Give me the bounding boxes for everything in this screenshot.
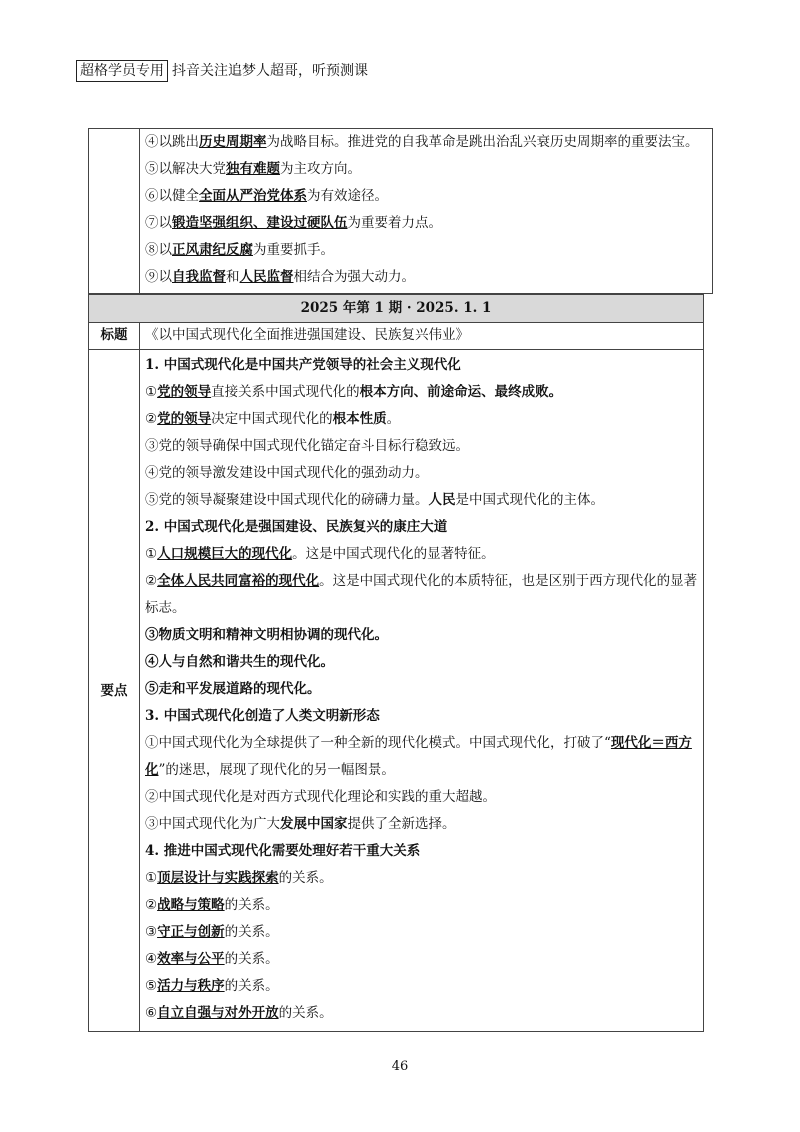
text-span: 的关系。 (224, 897, 279, 913)
page-number: 46 (391, 1059, 409, 1074)
points-line (145, 919, 697, 946)
title-row (89, 322, 703, 350)
text-span: 化 (145, 762, 159, 778)
continuation-line (145, 264, 708, 291)
text-span: ② (145, 897, 158, 913)
text-span: 人民监督 (239, 269, 294, 285)
text-span: 提供了全新选择。 (347, 816, 456, 832)
text-span: ②中国式现代化是对西方式现代化理论和实践的重大超越。 (145, 789, 496, 805)
points-line (145, 703, 697, 730)
text-span: 为战略目标。推进党的自我革命是跳出治乱兴衰历史周期率的重要法宝。 (266, 134, 699, 150)
text-span: 战略与策略 (157, 897, 225, 913)
points-line (145, 1000, 697, 1027)
text-span: 守正与创新 (157, 924, 225, 940)
points-label: 要点 (100, 683, 128, 699)
text-span: ② (145, 573, 158, 589)
points-line (145, 757, 697, 784)
text-span: 的关系。 (278, 1005, 333, 1021)
text-span: ③中国式现代化为广大 (145, 816, 280, 832)
points-line (145, 892, 697, 919)
points-rows (145, 352, 697, 1027)
text-span: 顶层设计与实践探索 (157, 870, 279, 886)
text-span: 发展中国家 (280, 816, 348, 832)
text-span: ③党的领导确保中国式现代化锚定奋斗目标行稳致远。 (145, 438, 469, 454)
page-header (76, 60, 368, 82)
text-span: 根本方向、前途命运、最终成败。 (359, 384, 563, 400)
points-line (145, 649, 697, 676)
continuation-line (145, 129, 708, 156)
points-line (145, 595, 697, 622)
text-span: 。 (386, 411, 401, 427)
text-span: ② (145, 411, 158, 427)
continuation-line (145, 183, 708, 210)
article-title: 《以中国式现代化全面推进强国建设、民族复兴伟业》 (145, 327, 469, 343)
text-span: 。这是中国式现代化的本质特征，也是区别于西方现代化的显著 (319, 573, 698, 589)
text-span: 全体人民共同富裕的现代化 (157, 573, 320, 589)
text-span: 为有效途径。 (307, 188, 388, 204)
text-span: ④人与自然和谐共生的现代化。 (145, 654, 334, 670)
text-span: ③物质文明和精神文明相协调的现代化。 (145, 627, 388, 643)
points-line (145, 460, 697, 487)
points-line (145, 433, 697, 460)
points-line (145, 514, 697, 541)
title-label: 标题 (100, 327, 128, 343)
points-line (145, 730, 697, 757)
text-span: ”的迷思，展现了现代化的另一幅图景。 (158, 762, 395, 778)
text-span: ④以跳出 (145, 134, 199, 150)
text-span: ⑤以解决大党 (145, 161, 226, 177)
text-span: 人口规模巨大的现代化 (157, 546, 293, 562)
continuation-label-cell (89, 129, 140, 293)
text-span: 为重要着力点。 (347, 215, 442, 231)
text-span: 3. 中国式现代化创造了人类文明新形态 (145, 708, 380, 724)
text-span: 直接关系中国式现代化的 (211, 384, 360, 400)
text-span: 和 (226, 269, 240, 285)
points-line (145, 946, 697, 973)
text-span: 。这是中国式现代化的显著特征。 (292, 546, 495, 562)
header-badge: 超格学员专用 (76, 60, 168, 82)
points-line (145, 541, 697, 568)
text-span: 4. 推进中国式现代化需要处理好若干重大关系 (145, 843, 421, 859)
text-span: 党的领导 (157, 384, 212, 400)
text-span: 正风肃纪反腐 (172, 242, 253, 258)
column-divider (139, 322, 140, 1031)
text-span: 是中国式现代化的主体。 (455, 492, 604, 508)
text-span: ①中国式现代化为全球提供了一种全新的现代化模式。中国式现代化，打破了“ (145, 735, 611, 751)
text-span: 根本性质 (332, 411, 387, 427)
header-note: 抖音关注追梦人超哥，听预测课 (172, 63, 368, 79)
points-line (145, 676, 697, 703)
text-span: 独有难题 (226, 161, 280, 177)
text-span: ⑤党的领导凝聚建设中国式现代化的磅礴力量。 (145, 492, 429, 508)
points-line (145, 838, 697, 865)
text-span: ⑥以健全 (145, 188, 199, 204)
text-span: 效率与公平 (157, 951, 225, 967)
text-span: ⑤ (145, 978, 158, 994)
text-span: 自立自强与对外开放 (157, 1005, 279, 1021)
text-span: 的关系。 (224, 978, 279, 994)
text-span: 党的领导 (157, 411, 212, 427)
continuation-line (145, 237, 708, 264)
text-span: 活力与秩序 (157, 978, 225, 994)
issue-table (88, 294, 704, 1032)
points-line (145, 622, 697, 649)
text-span: 的关系。 (278, 870, 333, 886)
text-span: 现代化＝西方 (610, 735, 692, 751)
text-span: 决定中国式现代化的 (211, 411, 333, 427)
text-span: 相结合为强大动力。 (293, 269, 415, 285)
text-span: ① (145, 384, 158, 400)
text-span: ⑨以 (145, 269, 172, 285)
text-span: ① (145, 870, 158, 886)
points-line (145, 784, 697, 811)
continuation-line (145, 156, 708, 183)
text-span: ⑧以 (145, 242, 172, 258)
points-line (145, 406, 697, 433)
text-span: ③ (145, 924, 158, 940)
issue-heading: 2025 年第 1 期 · 2025. 1. 1 (89, 295, 703, 323)
text-span: 为重要抓手。 (253, 242, 334, 258)
text-span: 标志。 (145, 600, 186, 616)
text-span: ⑤走和平发展道路的现代化。 (145, 681, 321, 697)
text-span: 人民 (428, 492, 456, 508)
text-span: 的关系。 (224, 924, 279, 940)
text-span: ① (145, 546, 158, 562)
text-span: 锻造坚强组织、建设过硬队伍 (172, 215, 348, 231)
continuation-table (88, 128, 713, 294)
text-span: 历史周期率 (199, 134, 267, 150)
text-span: ⑦以 (145, 215, 172, 231)
text-span: 的关系。 (224, 951, 279, 967)
text-span: ④ (145, 951, 158, 967)
points-line (145, 379, 697, 406)
text-span: 2. 中国式现代化是强国建设、民族复兴的康庄大道 (145, 519, 448, 535)
points-line (145, 568, 697, 595)
points-line (145, 352, 697, 379)
text-span: ④党的领导激发建设中国式现代化的强劲动力。 (145, 465, 429, 481)
text-span: ⑥ (145, 1005, 158, 1021)
continuation-rows (145, 129, 708, 291)
continuation-line (145, 210, 708, 237)
points-line (145, 811, 697, 838)
points-line (145, 865, 697, 892)
points-line (145, 487, 697, 514)
points-line (145, 973, 697, 1000)
text-span: 自我监督 (172, 269, 226, 285)
text-span: 为主攻方向。 (280, 161, 361, 177)
text-span: 全面从严治党体系 (199, 188, 307, 204)
text-span: 1. 中国式现代化是中国共产党领导的社会主义现代化 (145, 357, 461, 373)
